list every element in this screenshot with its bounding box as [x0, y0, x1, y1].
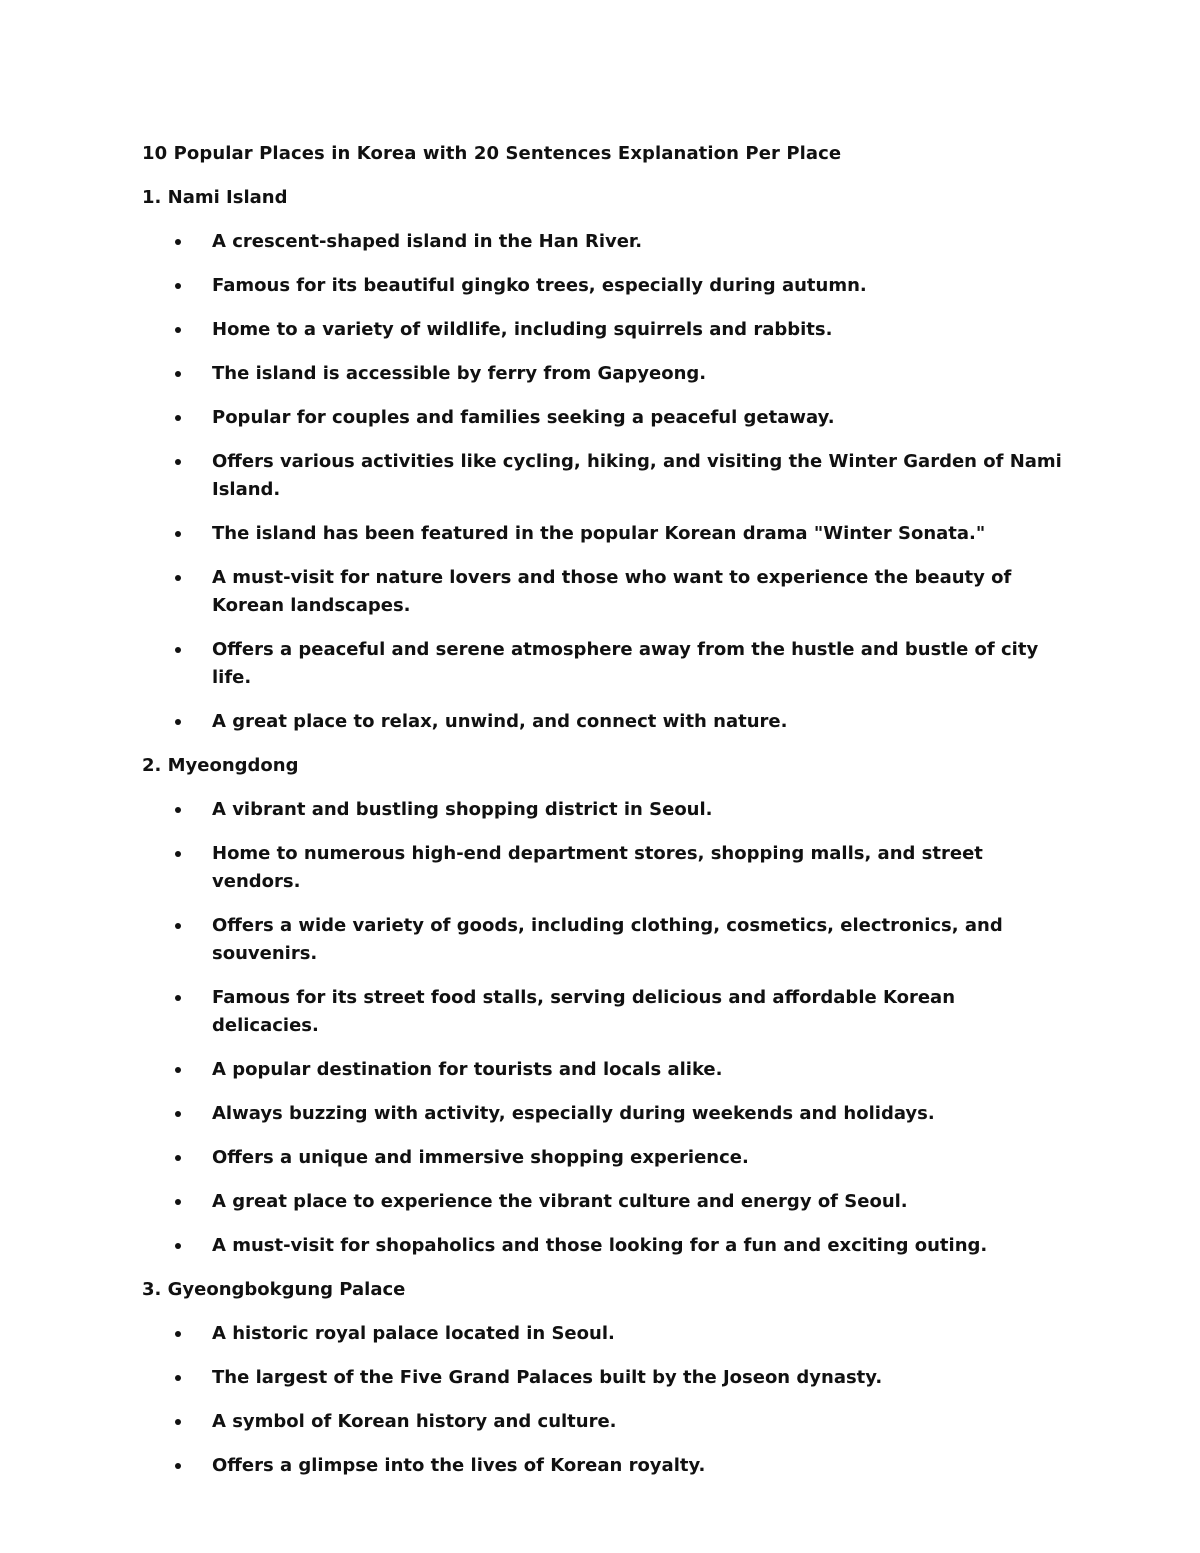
list-item — [142, 1320, 1062, 1348]
list-item — [142, 316, 1062, 344]
section-heading: 2. Myeongdong — [142, 755, 299, 776]
list-item — [142, 1452, 1062, 1480]
list-item — [142, 228, 1062, 256]
list-item-text: The island has been featured in the popular Korean drama "Winter Sonata." — [212, 523, 986, 544]
list-item-text: Famous for its street food stalls, serving delicious and affordable Korean delicacies. — [212, 987, 956, 1036]
bullet-icon — [175, 459, 181, 465]
list-item — [142, 1408, 1062, 1436]
bullet-icon — [175, 415, 181, 421]
list-item-text: A crescent-shaped island in the Han River. — [212, 231, 643, 252]
list-item-text: Offers a wide variety of goods, including clothing, cosmetics, electronics, and souvenirs. — [212, 915, 1003, 964]
list-item — [142, 984, 1062, 1040]
document-title: 10 Popular Places in Korea with 20 Sentences Explanation Per Place — [142, 143, 842, 164]
list-item — [142, 564, 1062, 620]
list-item-text: A popular destination for tourists and locals alike. — [212, 1059, 723, 1080]
bullet-icon — [175, 807, 181, 813]
list-item-text: Offers a unique and immersive shopping experience. — [212, 1147, 749, 1168]
bullet-icon — [175, 719, 181, 725]
list-item-text: Offers a peaceful and serene atmosphere away from the hustle and bustle of city life. — [212, 639, 1039, 688]
bullet-list — [142, 1320, 1062, 1480]
list-item-text: A symbol of Korean history and culture. — [212, 1411, 617, 1432]
bullet-icon — [175, 1111, 181, 1117]
bullet-icon — [175, 1375, 181, 1381]
sections-container — [142, 184, 1062, 1480]
list-item-text: Famous for its beautiful gingko trees, especially during autumn. — [212, 275, 867, 296]
bullet-icon — [175, 575, 181, 581]
list-item-text: A vibrant and bustling shopping district in Seoul. — [212, 799, 713, 820]
list-item-text: The largest of the Five Grand Palaces built by the Joseon dynasty. — [212, 1367, 883, 1388]
list-item-text: A must-visit for nature lovers and those who want to experience the beauty of Korean landscapes. — [212, 567, 1012, 616]
list-item-text: A great place to experience the vibrant culture and energy of Seoul. — [212, 1191, 908, 1212]
list-item — [142, 1056, 1062, 1084]
list-item-text: Home to a variety of wildlife, including squirrels and rabbits. — [212, 319, 833, 340]
bullet-icon — [175, 531, 181, 537]
list-item — [142, 448, 1062, 504]
bullet-icon — [175, 239, 181, 245]
bullet-icon — [175, 647, 181, 653]
bullet-icon — [175, 1419, 181, 1425]
list-item-text: Offers a glimpse into the lives of Korean royalty. — [212, 1455, 706, 1476]
list-item-text: The island is accessible by ferry from Gapyeong. — [212, 363, 707, 384]
bullet-icon — [175, 371, 181, 377]
list-item-text: Home to numerous high-end department stores, shopping malls, and street vendors. — [212, 843, 983, 892]
list-item-text: A great place to relax, unwind, and connect with nature. — [212, 711, 788, 732]
bullet-icon — [175, 283, 181, 289]
bullet-icon — [175, 1199, 181, 1205]
list-item-text: A historic royal palace located in Seoul. — [212, 1323, 615, 1344]
bullet-icon — [175, 1463, 181, 1469]
section-heading: 1. Nami Island — [142, 187, 288, 208]
bullet-list — [142, 796, 1062, 1260]
list-item — [142, 840, 1062, 896]
list-item — [142, 1188, 1062, 1216]
list-item — [142, 272, 1062, 300]
bullet-icon — [175, 1155, 181, 1161]
bullet-icon — [175, 851, 181, 857]
bullet-icon — [175, 923, 181, 929]
list-item-text: Offers various activities like cycling, hiking, and visiting the Winter Garden of Nami Island. — [212, 451, 1062, 500]
list-item — [142, 912, 1062, 968]
list-item — [142, 520, 1062, 548]
list-item — [142, 796, 1062, 824]
list-item-text: Popular for couples and families seeking a peaceful getaway. — [212, 407, 835, 428]
bullet-icon — [175, 1067, 181, 1073]
document-body — [142, 140, 1062, 1496]
list-item — [142, 404, 1062, 432]
bullet-icon — [175, 995, 181, 1001]
bullet-icon — [175, 327, 181, 333]
list-item — [142, 1232, 1062, 1260]
list-item-text: A must-visit for shopaholics and those looking for a fun and exciting outing. — [212, 1235, 988, 1256]
list-item — [142, 636, 1062, 692]
list-item-text: Always buzzing with activity, especially during weekends and holidays. — [212, 1103, 935, 1124]
bullet-icon — [175, 1331, 181, 1337]
list-item — [142, 708, 1062, 736]
list-item — [142, 1144, 1062, 1172]
section-heading: 3. Gyeongbokgung Palace — [142, 1279, 406, 1300]
list-item — [142, 1364, 1062, 1392]
bullet-icon — [175, 1243, 181, 1249]
list-item — [142, 360, 1062, 388]
bullet-list — [142, 228, 1062, 736]
list-item — [142, 1100, 1062, 1128]
